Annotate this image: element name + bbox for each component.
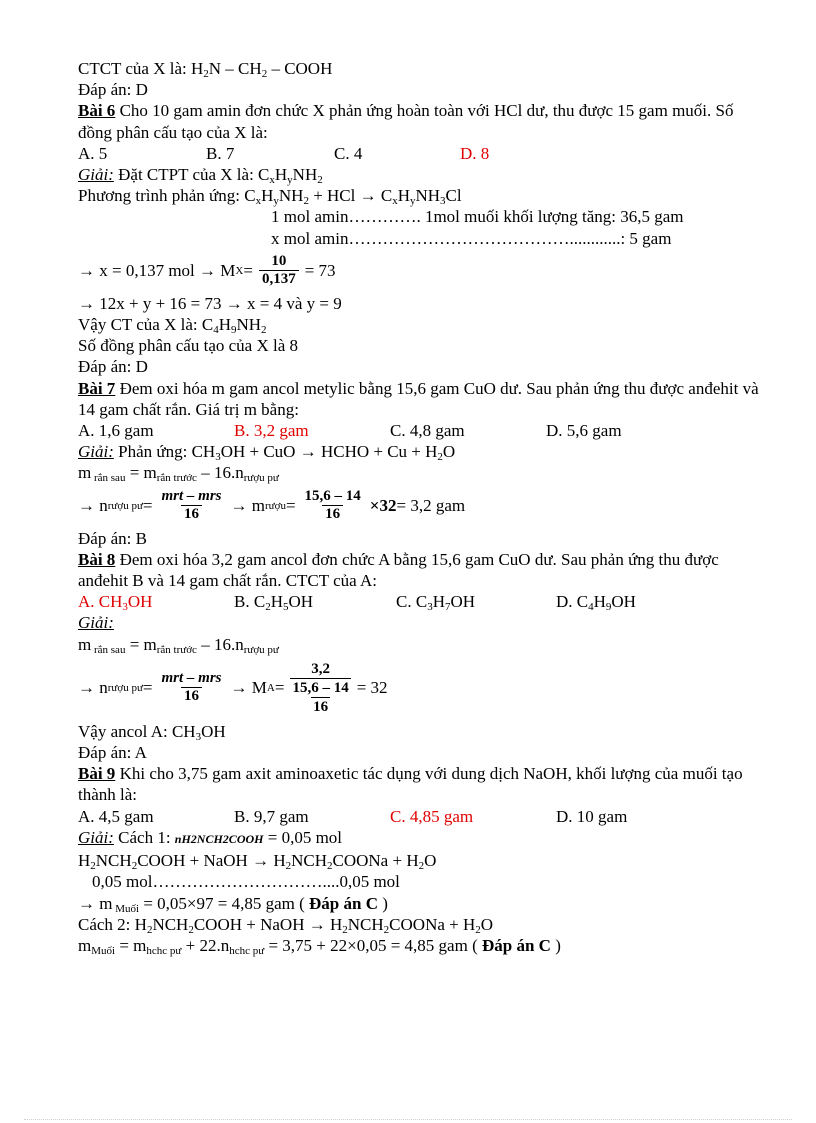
bai8-question: Bài 8 Đem oxi hóa 3,2 gam ancol đơn chức A bằng 15,6 gam CuO dư. Sau phản ứng thu được anđehit B và 14 gam chất rắn. CTCT của A: bbox=[78, 549, 719, 591]
bai9-question: Bài 9 Khi cho 3,75 gam axit aminoaxetic tác dụng với dung dịch NaOH, khối lượng của muối tạo thành là: bbox=[78, 764, 743, 805]
fraction: $\frac{\text{mrt – mrs}}{16}$ bbox=[161, 670, 222, 705]
bai7-m-line: m $_{rắn sau} = m_{rắn trước} - 16.n_{rượu pư}$ bbox=[78, 463, 279, 485]
fraction: $\frac{\text{mrt – mrs}}{16}$ bbox=[161, 488, 222, 523]
bai8-n-line: → n rượu pư = $\frac{\text{mrt – mrs}}{16}$ → M A = 3,2 15,6 – 14 16 = 32 bbox=[78, 660, 388, 715]
bai7-n-line: → n rượu pư = $\frac{\text{mrt – mrs}}{16}$ → m rượu = $\frac{15,6 - 14}{16}$ ×32 = 3,2 gam bbox=[78, 488, 466, 523]
bai6-question: Bài 6 Cho 10 gam amin đơn chức X phản ứng hoàn toàn với HCl dư, thu được 15 gam muối. Số đồng phân cấu tạo của X là: bbox=[78, 101, 734, 142]
bai6-isomers: Số đồng phân cấu tạo của X là 8 bbox=[78, 336, 298, 356]
bai9-cach1: Giải: Cách 1: nH2NCH2COOH = 0,05 mol bbox=[78, 827, 343, 847]
bai9-m-line: → m $_{Muối}$ = 0,05×97 = 4,85 gam ( Đáp án C ) bbox=[78, 893, 388, 915]
bai8-answer: Đáp án: A bbox=[78, 743, 147, 763]
bai6-ct-line: Vậy CT của X là: $C_4H_9NH_2$ bbox=[78, 315, 267, 337]
bai6-giai: Giải: Đặt CTPT của X là: $C_xH_yNH_2$ bbox=[78, 165, 323, 187]
bai6-x-line: → x = 0,137 mol → M X = $\frac{10}{0,137}$ = 73 bbox=[78, 253, 336, 288]
bai8-options: A. $CH_3OH$ B. $C_2H_5OH$ C. $C_3H_7OH$ D. $C_4H_9OH$ bbox=[78, 592, 636, 614]
fraction: $\frac{10}{0,137}$ bbox=[259, 253, 299, 288]
bai6-xmol: x mol amin…………………………………............: 5 gam bbox=[271, 228, 672, 248]
bai9-cach2: Cách 2: $H_2NCH_2COOH$ + NaOH → $H_2NCH_2COONa + H_2O$ bbox=[78, 914, 494, 936]
bai6-1mol: 1 mol amin…………. 1mol muối khối lượng tăng: 36,5 gam bbox=[271, 207, 684, 227]
bai9-eq1: $H_2NCH_2COOH$ + NaOH → $H_2NCH_2COONa + H_2O$ bbox=[78, 851, 437, 873]
document-page bbox=[78, 58, 768, 956]
bai8-m-line: m $_{rắn sau} = m_{rắn trước} - 16.n_{rượu pư}$ bbox=[78, 634, 279, 656]
bai6-pt: Phương trình phản ứng: $C_xH_yNH_2$ + HCl → $C_xH_yNH_3Cl$ bbox=[78, 186, 462, 208]
bai7-options: A. 1,6 gam B. 3,2 gam C. 4,8 gam D. 5,6 gam bbox=[78, 421, 622, 441]
bai9-mol-line: 0,05 mol…………………………....0,05 mol bbox=[92, 872, 400, 892]
bai6-options: A. 5 B. 7 C. 4 D. 8 bbox=[78, 143, 490, 163]
ctct-line: CTCT của X là: $H_2N - CH_2$ – COOH bbox=[78, 59, 333, 80]
bai6-answer: Đáp án: D bbox=[78, 357, 148, 377]
bai8-conclusion: Vậy ancol A: $CH_3OH$ bbox=[78, 721, 226, 743]
bai7-answer: Đáp án: B bbox=[78, 528, 147, 548]
bai6-eq-line: → 12x + y + 16 = 73 → x = 4 và y = 9 bbox=[78, 293, 342, 313]
nested-fraction: 3,2 15,6 – 14 16 bbox=[292, 660, 349, 715]
bai7-reaction: Giải: Phản ứng: $CH_3OH$ + CuO → HCHO + $Cu + H_2O$ bbox=[78, 442, 456, 464]
bai7-question: Bài 7 Đem oxi hóa m gam ancol metylic bằng 15,6 gam CuO dư. Sau phản ứng thu được anđehit và 14 gam chất rắn. Giá trị m bằng: bbox=[78, 378, 759, 419]
bai9-options: A. 4,5 gam B. 9,7 gam C. 4,85 gam D. 10 gam bbox=[78, 806, 628, 826]
bai9-m2-line: $m_{Muối} = m_{hchc pư} + 22.n_{hchc pư} = 3,75 + 22\times 0,05 = 4,85$ gam ( Đáp án C ) bbox=[78, 935, 561, 957]
bai8-giai: Giải: bbox=[78, 613, 114, 633]
answer-line: Đáp án: D bbox=[78, 80, 148, 100]
page-bottom-divider bbox=[24, 1119, 792, 1120]
fraction: $\frac{15,6 - 14}{16}$ bbox=[304, 488, 361, 523]
